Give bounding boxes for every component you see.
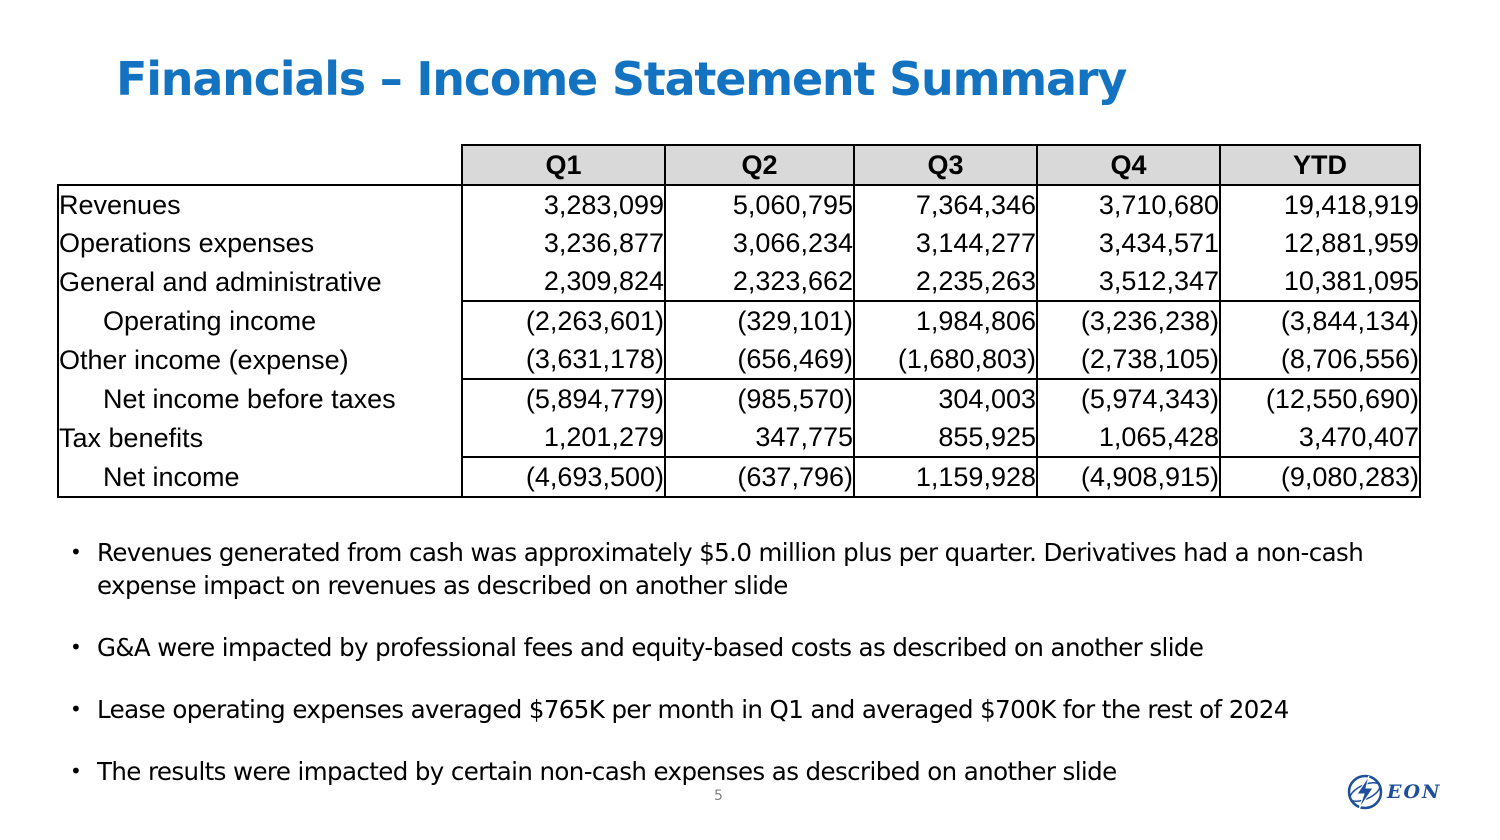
cell-q2: 3,066,234 — [665, 224, 854, 262]
header-q2: Q2 — [665, 145, 854, 185]
row-label: Operations expenses — [58, 224, 462, 262]
bullet-list — [70, 536, 1380, 817]
lightning-globe-icon — [1345, 772, 1385, 812]
bullet-dot-icon: • — [70, 697, 82, 721]
row-label: Net income — [58, 457, 462, 497]
cell-ytd: (8,706,556) — [1220, 340, 1420, 379]
row-label: General and administrative — [58, 262, 462, 301]
income-statement-table — [57, 144, 1421, 498]
row-label: Net income before taxes — [58, 379, 462, 418]
cell-q3: 7,364,346 — [854, 185, 1037, 224]
cell-q2: 5,060,795 — [665, 185, 854, 224]
row-net-income — [58, 457, 1420, 497]
cell-q4: 3,512,347 — [1037, 262, 1220, 301]
row-general-administrative — [58, 262, 1420, 301]
bullet-item: • The results were impacted by certain non-cash expenses as described on another slide — [70, 757, 1117, 786]
bullet-item: • Lease operating expenses averaged $765K per month in Q1 and averaged $700K for the rest of 2024 — [70, 695, 1289, 724]
cell-q1: (4,693,500) — [462, 457, 665, 497]
cell-q2: (656,469) — [665, 340, 854, 379]
company-logo — [1345, 770, 1455, 814]
row-other-income — [58, 340, 1420, 379]
cell-ytd: (3,844,134) — [1220, 301, 1420, 340]
row-revenues — [58, 185, 1420, 224]
cell-q4: (4,908,915) — [1037, 457, 1220, 497]
cell-q3: 3,144,277 — [854, 224, 1037, 262]
cell-q3: 304,003 — [854, 379, 1037, 418]
row-operations-expenses — [58, 224, 1420, 262]
header-ytd: YTD — [1220, 145, 1420, 185]
cell-q4: 3,434,571 — [1037, 224, 1220, 262]
cell-q1: 3,283,099 — [462, 185, 665, 224]
row-net-income-before-taxes — [58, 379, 1420, 418]
cell-ytd: 3,470,407 — [1220, 418, 1420, 457]
cell-q4: 3,710,680 — [1037, 185, 1220, 224]
cell-q1: 3,236,877 — [462, 224, 665, 262]
cell-ytd: 10,381,095 — [1220, 262, 1420, 301]
cell-q1: 1,201,279 — [462, 418, 665, 457]
cell-q4: (5,974,343) — [1037, 379, 1220, 418]
cell-q2: 347,775 — [665, 418, 854, 457]
cell-q2: (985,570) — [665, 379, 854, 418]
bullet-dot-icon: • — [70, 635, 82, 659]
row-label: Tax benefits — [58, 418, 462, 457]
bullet-item: • Revenues generated from cash was approximately $5.0 million plus per quarter. Derivatives had a non-cash expense impact on revenues as described on another slide — [70, 538, 1364, 600]
cell-q3: 2,235,263 — [854, 262, 1037, 301]
row-tax-benefits — [58, 418, 1420, 457]
page-number: 5 — [714, 788, 723, 804]
cell-q3: 1,984,806 — [854, 301, 1037, 340]
bullet-item: • G&A were impacted by professional fees and equity-based costs as described on another slide — [70, 633, 1204, 662]
cell-q1: (2,263,601) — [462, 301, 665, 340]
cell-q3: 1,159,928 — [854, 457, 1037, 497]
table-header-row — [58, 145, 1420, 185]
cell-ytd: (9,080,283) — [1220, 457, 1420, 497]
row-operating-income — [58, 301, 1420, 340]
cell-ytd: 19,418,919 — [1220, 185, 1420, 224]
cell-q3: 855,925 — [854, 418, 1037, 457]
cell-q4: (3,236,238) — [1037, 301, 1220, 340]
bullet-dot-icon: • — [70, 540, 82, 564]
logo-text: EON — [1387, 781, 1442, 803]
header-q1: Q1 — [462, 145, 665, 185]
header-q3: Q3 — [854, 145, 1037, 185]
cell-q4: 1,065,428 — [1037, 418, 1220, 457]
cell-q1: 2,309,824 — [462, 262, 665, 301]
bullet-dot-icon: • — [70, 759, 82, 783]
cell-q2: 2,323,662 — [665, 262, 854, 301]
slide-title: Financials – Income Statement Summary — [116, 52, 1127, 106]
cell-q4: (2,738,105) — [1037, 340, 1220, 379]
cell-q3: (1,680,803) — [854, 340, 1037, 379]
cell-ytd: 12,881,959 — [1220, 224, 1420, 262]
cell-ytd: (12,550,690) — [1220, 379, 1420, 418]
cell-q2: (637,796) — [665, 457, 854, 497]
header-q4: Q4 — [1037, 145, 1220, 185]
header-blank-cell — [58, 145, 462, 185]
row-label: Revenues — [58, 185, 462, 224]
row-label: Other income (expense) — [58, 340, 462, 379]
cell-q1: (3,631,178) — [462, 340, 665, 379]
row-label: Operating income — [58, 301, 462, 340]
cell-q2: (329,101) — [665, 301, 854, 340]
cell-q1: (5,894,779) — [462, 379, 665, 418]
